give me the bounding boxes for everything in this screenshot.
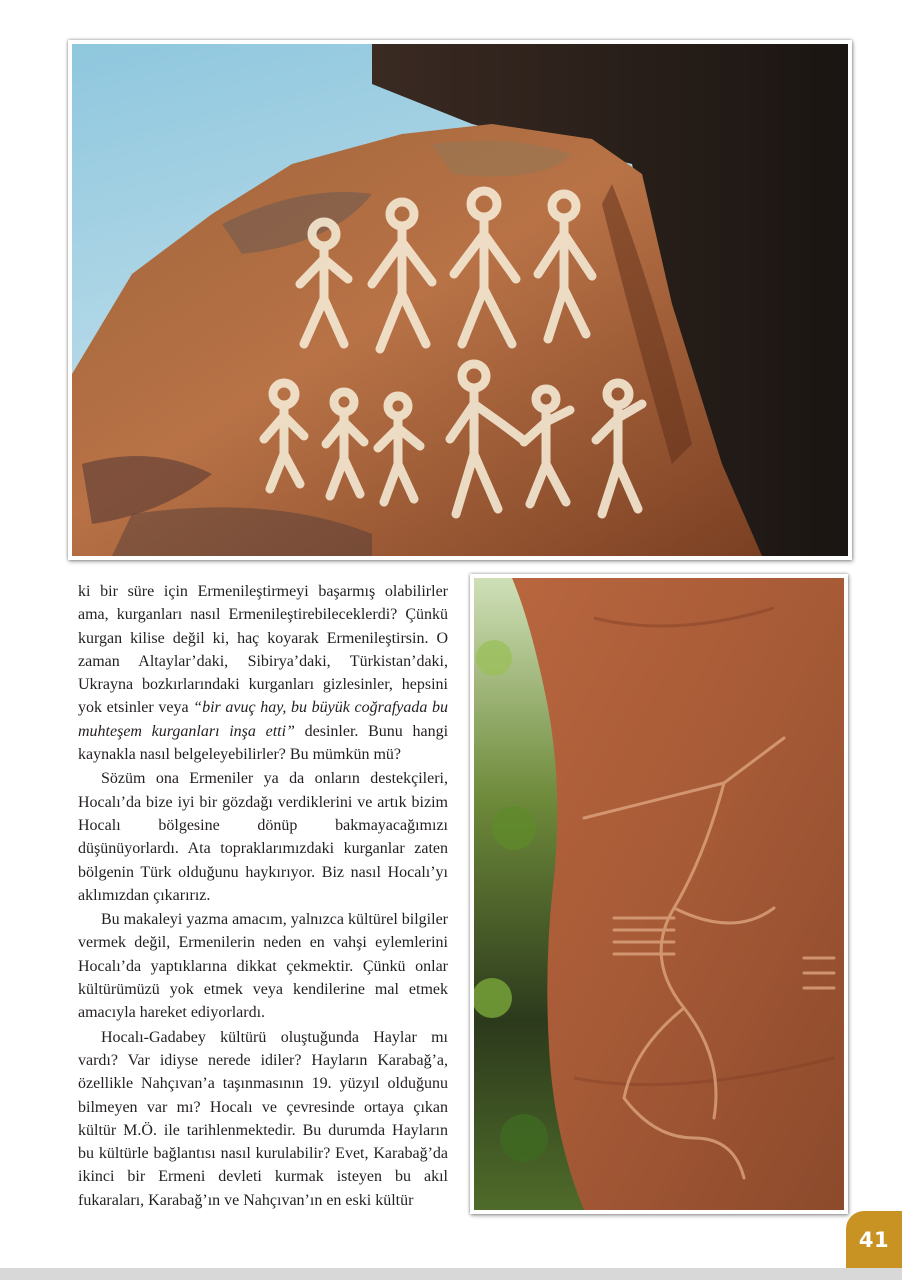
rock-carving-illustration [72, 44, 848, 556]
paragraph-3: Bu makaleyi yazma amacım, yalnızca kültürel bilgiler vermek değil, Ermenilerin neden en vahşi eylemlerini Hocalı’da yaptıklarına dikkat çekmektir. Çünkü onlar kültürümüzü yok etmek veya kendilerine mal etmek amacıyla hareket ediyorlardı. [78, 911, 448, 1022]
paragraph-1-text-end: desinler. Bunu hangi kaynakla nasıl belgeleyebilirler? Bu mümkün mü? [78, 722, 449, 764]
paragraph-2: Sözüm ona Ermeniler ya da onların destekçileri, Hocalı’da bize iyi bir gözdağı verdiklerini ve artık bizim Hocalı bölgesine dönüp bakmayacağımızı düşünüyorlardı. Ata topraklarımızdaki kurganlar zaten bölgenin Türk olduğunu haykırıyor. Biz nasıl Hocalı’yı aklımızdan çıkarırız. [78, 770, 448, 904]
page-number: 41 [858, 1227, 890, 1252]
italic-quote: “bir avuç hay, bu büyük coğrafyada bu muhteşem kurganları inşa etti” [78, 699, 448, 740]
paragraph-4: Hocalı-Gadabey kültürü oluştuğunda Haylar mı vardı? Var idiyse nerede idiler? Hayların Karabağ’a, özellikle Nahçıvan’a taşınmasının 19. yüzyıl olduğunu bilmeyen var mı? Hocalı ve çevresinde ortaya çıkan kültür M.Ö. ile tarihlenmektedir. Bu durumda Hayların bu kültürle bağlantısı nasıl kurulabilir? Evet, Karabağ’da ikinci bir Ermeni devleti kurmak isteyen bu akıl fukaraları, Karabağ’ın ve Nahçıvan’ın en eski kültür [78, 1028, 448, 1209]
article-text [78, 580, 448, 1212]
paragraph-1 [78, 580, 448, 766]
engraved-stone-photo [470, 574, 848, 1214]
bottom-border [0, 1268, 902, 1280]
engraved-stone-illustration [474, 578, 844, 1210]
page-number-tab [846, 1211, 902, 1268]
rock-carving-photo [68, 40, 852, 560]
paragraph-1-text-start: ki bir süre için Ermenileştirmeyi başarmış olabilirler ama, kurganları nasıl Ermenileştirebileceklerdi? Çünkü kurgan kilise değil ki, haç koyarak Ermenileştirsin. O zaman Altaylar’daki, Sibirya’daki, Türkistan’daki, Ukrayna bozkırlarındaki kurganları gizlesinler, hepsini yok etsinler veya [78, 583, 448, 717]
